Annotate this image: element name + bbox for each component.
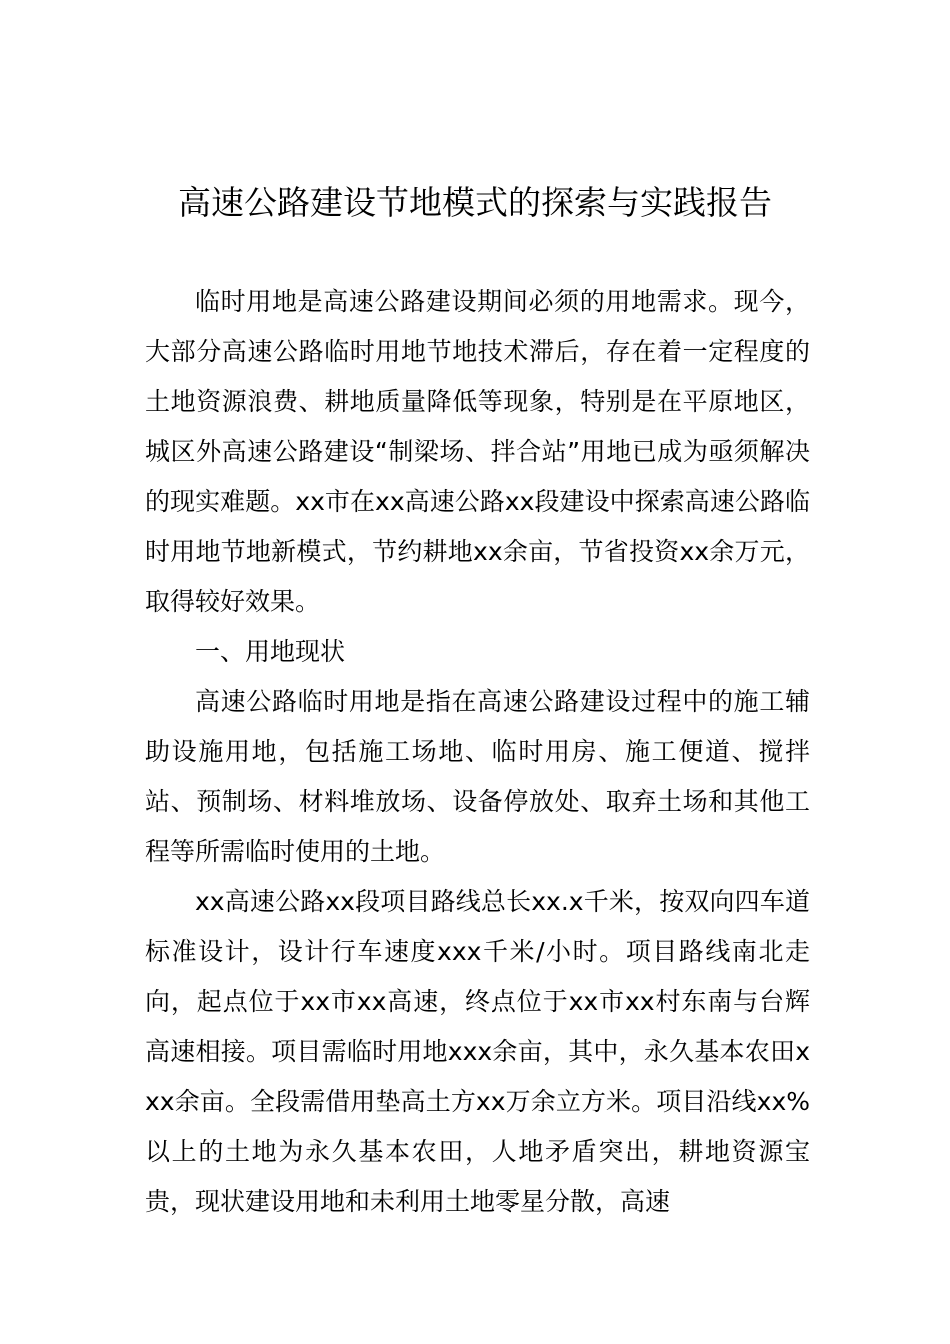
document-title: 高速公路建设节地模式的探索与实践报告 — [178, 183, 772, 222]
document-body — [145, 277, 810, 1227]
section-heading: 一、用地现状 — [195, 637, 346, 666]
paragraph-definition: 高速公路临时用地是指在高速公路建设过程中的施工辅助设施用地，包括施工场地、临时用房、施工便道、搅拌站、预制场、材料堆放场、设备停放处、取弃土场和其他工程等所需临时使用的土地。 — [145, 687, 810, 866]
paragraph-project: xx高速公路xx段项目路线总长xx.x千米，按双向四车道标准设计，设计行车速度xxx千米/小时。项目路线南北走向，起点位于xx市xx高速，终点位于xx市xx村东南与台辉高速相接。项目需临时用地xxx余亩，其中，永久基本农田xxx余亩。全段需借用垫高土方xx万余立方米。项目沿线xx%以上的土地为永久基本农田，人地矛盾突出，耕地资源宝贵，现状建设用地和未利用土地零星分散，高速 — [145, 887, 810, 1216]
paragraph-intro: 临时用地是高速公路建设期间必须的用地需求。现今，大部分高速公路临时用地节地技术滞后，存在着一定程度的土地资源浪费、耕地质量降低等现象，特别是在平原地区，城区外高速公路建设“制梁场、拌合站”用地已成为亟须解决的现实难题。xx市在xx高速公路xx段建设中探索高速公路临时用地节地新模式，节约耕地xx余亩，节省投资xx余万元，取得较好效果。 — [145, 287, 810, 616]
